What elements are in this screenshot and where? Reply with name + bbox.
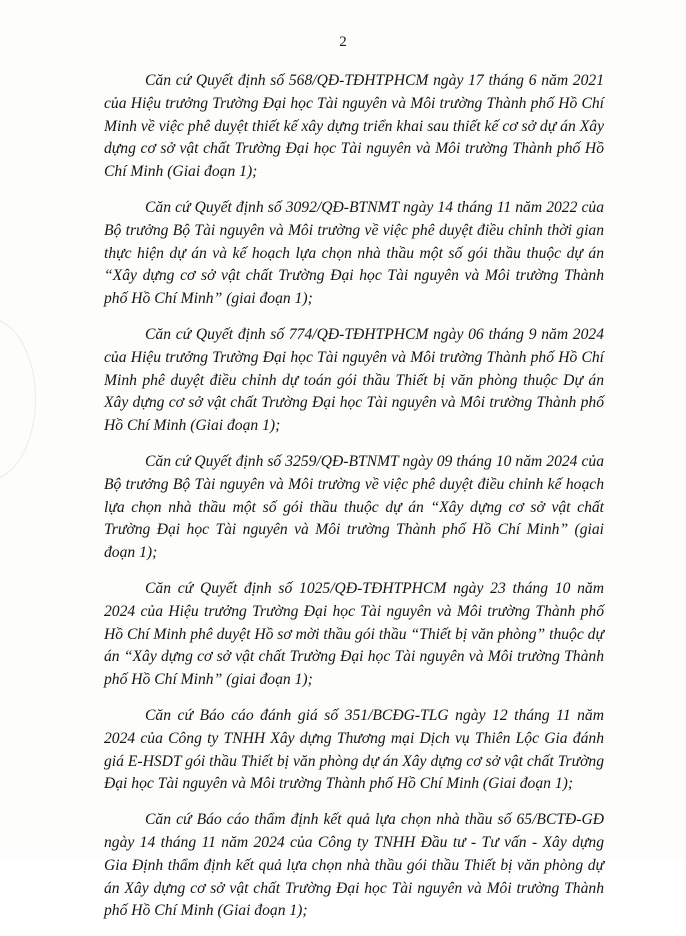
document-body (104, 70, 604, 936)
page-number: 2 (339, 34, 347, 50)
legal-basis-paragraph: Căn cứ Quyết định số 3092/QĐ-BTNMT ngày 14 tháng 11 năm 2022 của Bộ trưởng Bộ Tài nguyên và Môi trường về việc phê duyệt điều chỉnh thời gian thực hiện dự án và kế hoạch lựa chọn nhà thầu một số gói thầu thuộc dự án “Xây dựng cơ sở vật chất Trường Đại học Tài nguyên và Môi trường Thành phố Hồ Chí Minh” (giai đoạn 1); (104, 198, 604, 308)
legal-basis-paragraph: Căn cứ Quyết định số 3259/QĐ-BTNMT ngày 09 tháng 10 năm 2024 của Bộ trưởng Bộ Tài nguyên và Môi trường về việc phê duyệt điều chỉnh kế hoạch lựa chọn nhà thầu một số gói thầu thuộc dự án “Xây dựng cơ sở vật chất Trường Đại học Tài nguyên và Môi trường Thành phố Hồ Chí Minh” (giai đoạn 1); (104, 452, 604, 562)
legal-basis-paragraph: Căn cứ Báo cáo thẩm định kết quả lựa chọn nhà thầu số 65/BCTĐ-GĐ ngày 14 tháng 11 năm 2024 của Công ty TNHH Đầu tư - Tư vấn - Xây dựng Gia Định thẩm định kết quả lựa chọn nhà thầu gói thầu Thiết bị văn phòng dự án Xây dựng cơ sở vật chất Trường Đại học Tài nguyên và Môi trường Thành phố Hồ Chí Minh (Giai đoạn 1); (104, 811, 604, 920)
legal-basis-paragraph: Căn cứ Quyết định số 1025/QĐ-TĐHTPHCM ngày 23 tháng 10 năm 2024 của Hiệu trưởng Trường Đại học Tài nguyên và Môi trường Thành phố Hồ Chí Minh phê duyệt Hồ sơ mời thầu gói thầu “Thiết bị văn phòng” thuộc dự án “Xây dựng cơ sở vật chất Trường Đại học Tài nguyên và Môi trường Thành phố Hồ Chí Minh” (giai đoạn 1); (104, 579, 604, 689)
stamp-remnant (0, 318, 36, 480)
legal-basis-paragraph: Căn cứ Quyết định số 568/QĐ-TĐHTPHCM ngày 17 tháng 6 năm 2021 của Hiệu trưởng Trường Đại học Tài nguyên và Môi trường Thành phố Hồ Chí Minh về việc phê duyệt thiết kế xây dựng triển khai sau thiết kế cơ sở dự án Xây dựng cơ sở vật chất Trường Đại học Tài nguyên và Môi trường Thành phố Hồ Chí Minh (Giai đoạn 1); (104, 72, 604, 181)
legal-basis-paragraph: Căn cứ Quyết định số 774/QĐ-TĐHTPHCM ngày 06 tháng 9 năm 2024 của Hiệu trưởng Trường Đại học Tài nguyên và Môi trường Thành phố Hồ Chí Minh phê duyệt điều chỉnh dự toán gói thầu Thiết bị văn phòng thuộc Dự án Xây dựng cơ sở vật chất Trường Đại học Tài nguyên và Môi trường Thành phố Hồ Chí Minh (Giai đoạn 1); (104, 325, 604, 435)
legal-basis-paragraph: Căn cứ Báo cáo đánh giá số 351/BCĐG-TLG ngày 12 tháng 11 năm 2024 của Công ty TNHH Xây dựng Thương mại Dịch vụ Thiên Lộc Gia đánh giá E-HSDT gói thầu Thiết bị văn phòng dự án Xây dựng cơ sở vật chất Trường Đại học Tài nguyên và Môi trường Thành phố Hồ Chí Minh (Giai đoạn 1); (104, 706, 604, 793)
